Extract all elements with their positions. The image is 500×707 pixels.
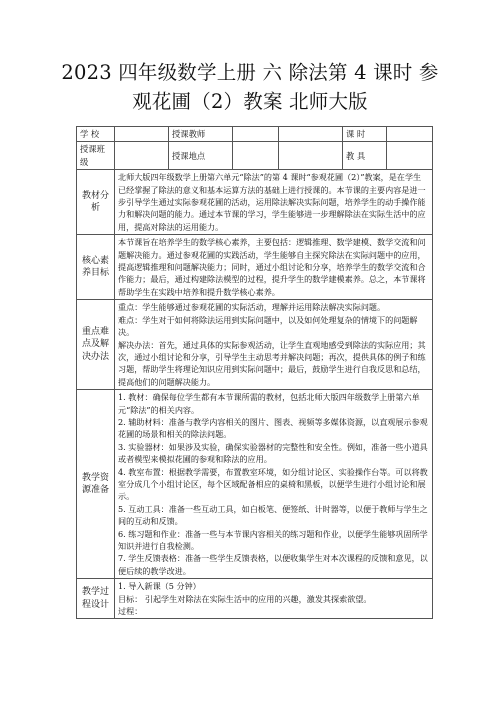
key-row (77, 300, 433, 390)
place-label: 授课地点 (169, 142, 233, 170)
analysis-text: 北师大版四年级数学上册第六单元“除法”的第 4 课时“参观花圃（2）”教案，是在学生已经掌握了除法的意义和基本运算方法的基础上进行授课的。本节课的主要内容是进一步引导学生通过实际参观花圃的活动，运用除法解决实际问题，培养学生的动手操作能力和解决问题的能力。通过本节课的学习，学生能够进一步理解除法在实际生活中的应用，提高对除法的运用能力。 (115, 170, 433, 235)
process-procedure: 过程： (118, 606, 143, 617)
place-value-extra (279, 142, 343, 170)
key-label: 重点难点及解决办法 (77, 300, 115, 390)
core-label: 核心素养目标 (77, 235, 115, 300)
count-label: 教 具 (343, 142, 387, 170)
time-label: 课 时 (343, 127, 387, 142)
count-value (387, 142, 433, 170)
analysis-row (77, 170, 433, 235)
process-step-title: 1. 导入新课（5 分钟） (118, 581, 201, 592)
core-text: 本节课旨在培养学生的数学核心素养，主要包括：逻辑推理、数学建模、数学交流和问题解决能力。通过参观花圃的实践活动，学生能够自主探究除法在实际问题中的应用，提高逻辑推理和问题解决能力；同时，通过小组讨论和分享，培养学生的数学交流和合作能力；最后，通过构建除法模型的过程，提升学生的数学建模素养。总之，本节课将帮助学生在实践中培养和提升数学核心素养。 (115, 235, 433, 300)
teacher-value-extra (279, 127, 343, 142)
resource-item: 6. 练习题和作业：准备一些与本节课内容相关的练习题和作业，以便学生能够巩固所学知识并进行自我检测。 (118, 528, 428, 551)
resource-item: 1. 教材：确保每位学生都有本节课所需的教材，包括北师大版四年级数学上册第六单元“除法”的相关内容。 (118, 392, 420, 415)
resource-item: 4. 教室布置：根据教学需要，布置教室环境，如分组讨论区、实验操作台等。可以将教室分成几个小组讨论区，每个区域配备相应的桌椅和黑板，以便学生进行小组讨论和展示。 (118, 466, 428, 502)
process-goal: 目标： 引起学生对除法在实际生活中的应用的兴趣，激发其探索欲望。 (118, 593, 372, 604)
resources-row (77, 390, 433, 579)
school-label: 学 校 (77, 127, 115, 142)
resource-item: 5. 互动工具：准备一些互动工具，如白板笔、便签纸、计时器等，以便于教师与学生之间的互动和反馈。 (118, 503, 428, 527)
process-label: 教学过程设计 (77, 579, 115, 619)
resource-item: 3. 实验器材：如果涉及实验，确保实验器材的完整性和安全性。例如，准备一些小道具或者模型来模拟花圃的参观和除法的应用。 (118, 441, 428, 465)
class-value (115, 142, 169, 170)
resource-item: 2. 辅助材料：准备与教学内容相关的图片、图表、视频等多媒体资源，以直观展示参观花圃的场景和相关的除法问题。 (118, 416, 428, 440)
solution: 解决办法：首先，通过具体的实际参观活动，让学生直观地感受到除法的实际应用；其次，通过小组讨论和分享，引导学生主动思考并解决问题；再次，提供具体的例子和练习题，帮助学生将理论知识应用到实际问题中；最后，鼓励学生进行自我反思和总结，提高他们的问题解决能力。 (118, 339, 426, 387)
header-row-1 (77, 127, 433, 142)
analysis-label: 教材分析 (77, 170, 115, 235)
time-value (387, 127, 433, 142)
resources-label: 教学资源准备 (77, 390, 115, 579)
resource-item: 7. 学生反馈表格：准备一些学生反馈表格，以便收集学生对本次课程的反馈和意见，以便后续的教学改进。 (118, 553, 428, 576)
class-label: 授课班级 (77, 142, 115, 170)
header-row-2 (77, 142, 433, 170)
title-line-2: 观花圃（2）教案 北师大版 (132, 90, 368, 113)
key-point: 重点：学生能够通过参观花圃的实际活动，理解并运用除法解决实际问题。 (118, 302, 386, 313)
difficult-point: 难点：学生对于如何将除法运用到实际问题中，以及如何处理复杂的情境下的问题解决。 (118, 314, 418, 338)
key-text (115, 300, 433, 390)
teacher-value (233, 127, 279, 142)
process-row (77, 579, 433, 619)
school-value (115, 127, 169, 142)
teacher-label: 授课教师 (169, 127, 233, 142)
place-value (233, 142, 279, 170)
page-title (28, 58, 472, 116)
process-text (115, 579, 433, 619)
resources-text (115, 390, 433, 579)
title-line-1: 2023 四年级数学上册 六 除法第 4 课时 参 (61, 61, 439, 84)
core-row (77, 235, 433, 300)
lesson-plan-table (76, 126, 433, 619)
